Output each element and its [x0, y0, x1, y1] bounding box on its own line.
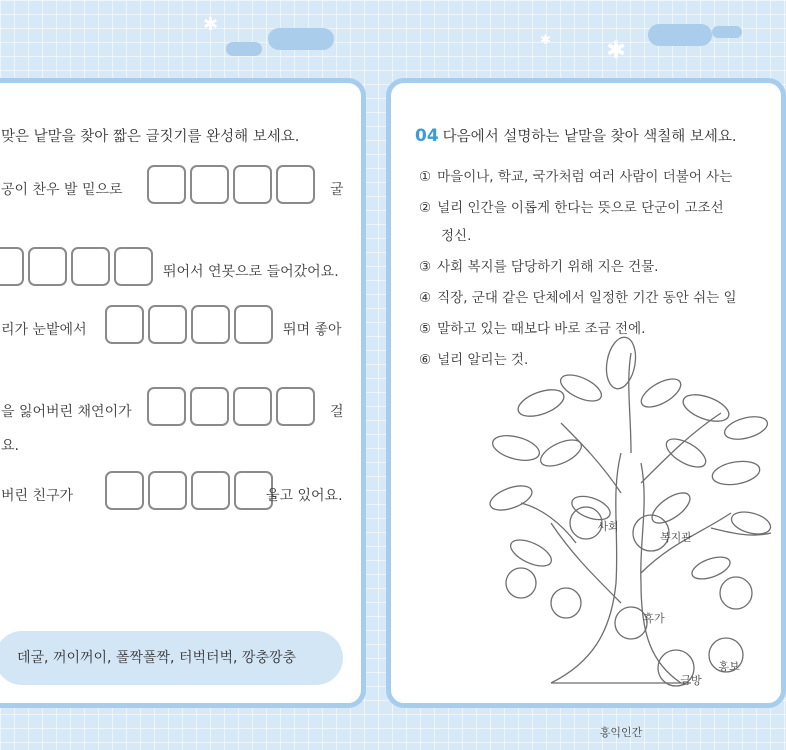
answer-box[interactable] — [71, 247, 110, 286]
question-text: 다음에서 설명하는 낱말을 찾아 색칠해 보세요. — [442, 129, 737, 145]
answer-box[interactable] — [0, 247, 24, 286]
clue-5: ⑤ 말하고 있는 때보다 바로 조금 전에. — [419, 321, 646, 337]
row-1-text-before: 공이 찬우 발 밑으로 — [1, 182, 123, 198]
clue-6: ⑥ 널리 알리는 것. — [419, 352, 529, 368]
answer-box[interactable] — [105, 305, 144, 344]
cloud-decoration — [268, 28, 334, 50]
answer-box[interactable] — [191, 305, 230, 344]
row-4-answer-boxes[interactable] — [147, 387, 315, 426]
sparkle-icon: ✱ — [540, 33, 551, 48]
answer-box[interactable] — [276, 165, 315, 204]
clue-2: ② 널리 인간을 이롭게 한다는 뜻으로 단군이 고조선 — [419, 200, 724, 216]
left-question-title: 맞은 낱말을 찾아 짧은 글짓기를 완성해 보세요. — [1, 129, 300, 145]
answer-box[interactable] — [190, 387, 229, 426]
row-5-text-after: 울고 있어요. — [266, 488, 343, 504]
question-number: 04 — [415, 126, 439, 146]
row-2-answer-boxes[interactable] — [0, 247, 153, 286]
fruit-apples — [481, 333, 781, 703]
sparkle-icon: ✱ — [606, 36, 627, 64]
fruit-label[interactable]: 휴가 — [643, 612, 665, 625]
answer-box[interactable] — [147, 165, 186, 204]
fruit-label[interactable]: 홍익인간 — [599, 726, 643, 739]
fruit-label[interactable]: 홍보 — [718, 660, 740, 673]
row-3-answer-boxes[interactable] — [105, 305, 273, 344]
right-question-title — [415, 125, 736, 146]
row-4-text-before: 을 잃어버린 채연이가 — [1, 404, 132, 420]
clue-4: ④ 직장, 군대 같은 단체에서 일정한 기간 동안 쉬는 일 — [419, 290, 737, 306]
cloud-decoration — [648, 24, 712, 46]
answer-box[interactable] — [233, 165, 272, 204]
word-bank: 데굴, 꺼이꺼이, 폴짝폴짝, 터벅터벅, 깡충깡충 — [0, 631, 343, 685]
row-5-text-before: 버린 친구가 — [1, 488, 74, 504]
answer-box[interactable] — [234, 305, 273, 344]
answer-box[interactable] — [233, 387, 272, 426]
fruit-label[interactable]: 사회 — [597, 520, 619, 533]
fruit-label[interactable]: 복지관 — [660, 531, 692, 544]
clue-2-continued: 정신. — [441, 228, 472, 244]
answer-box[interactable] — [190, 165, 229, 204]
row-4-text-after: 걸 — [330, 404, 344, 420]
answer-box[interactable] — [147, 387, 186, 426]
answer-box[interactable] — [28, 247, 67, 286]
cloud-decoration — [712, 26, 742, 38]
row-3-text-after: 뛰며 좋아 — [283, 322, 342, 338]
clue-1: ① 마을이나, 학교, 국가처럼 여러 사람이 더불어 사는 — [419, 169, 733, 185]
row-1-text-after: 굴 — [330, 182, 344, 198]
answer-box[interactable] — [276, 387, 315, 426]
row-1-answer-boxes[interactable] — [147, 165, 315, 204]
right-worksheet-panel — [386, 78, 786, 739]
cloud-decoration — [226, 42, 262, 56]
left-worksheet-panel — [0, 78, 366, 708]
answer-box[interactable] — [148, 305, 187, 344]
clue-3: ③ 사회 복지를 담당하기 위해 지은 건물. — [419, 259, 659, 275]
row-4-text-continued: 요. — [1, 438, 19, 454]
fruit-label[interactable]: 금방 — [680, 674, 702, 687]
answer-box[interactable] — [114, 247, 153, 286]
row-3-text-before: 리가 눈밭에서 — [1, 322, 87, 338]
row-5-answer-boxes[interactable] — [105, 471, 273, 510]
answer-box[interactable] — [191, 471, 230, 510]
row-2-text-after: 뛰어서 연못으로 들어갔어요. — [163, 264, 339, 280]
answer-box[interactable] — [105, 471, 144, 510]
sparkle-icon: ✱ — [203, 14, 219, 35]
answer-box[interactable] — [148, 471, 187, 510]
